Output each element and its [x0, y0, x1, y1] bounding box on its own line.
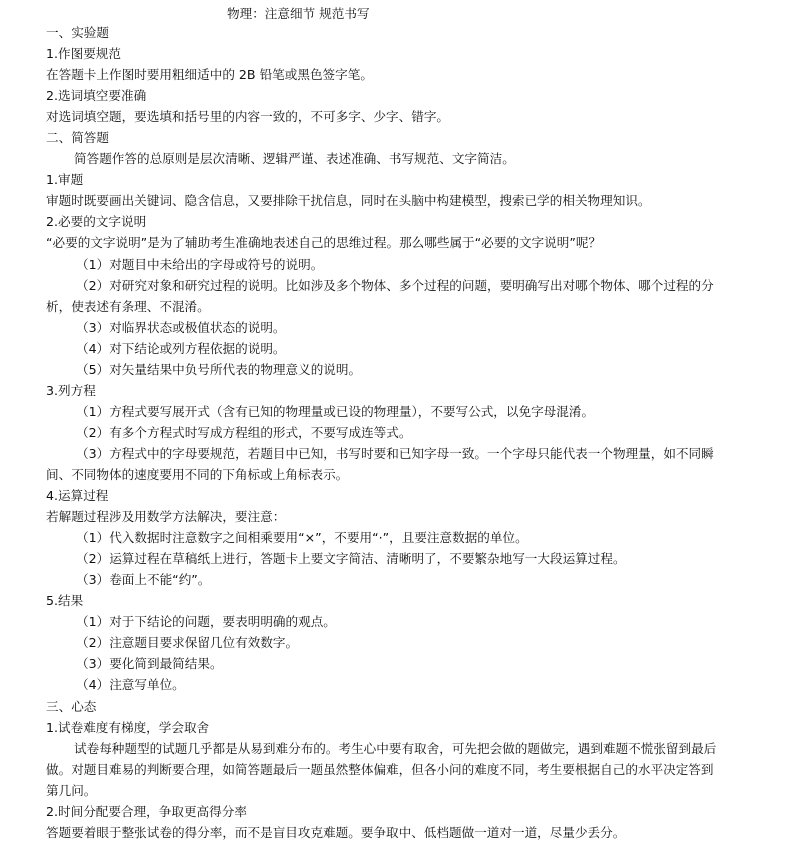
subheading-equations: 3.列方程 [46, 382, 96, 398]
list-item: （4）对下结论或列方程依据的说明。 [76, 340, 286, 356]
section-heading-short-answer: 二、简答题 [46, 130, 109, 146]
list-item: （4）注意写单位。 [76, 677, 185, 693]
page-title: 物理：注意细节 规范书写 [227, 6, 370, 21]
section-heading-experiment: 一、实验题 [46, 25, 109, 40]
paragraph: 对选词填空题，要选填和括号里的内容一致的，不可多字、少字、错字。 [46, 109, 449, 125]
list-item: （2）对研究对象和研究过程的说明。比如涉及多个物体、多个过程的问题，要明确写出对哪个物体、哪个过程的分 [76, 277, 714, 293]
list-item: （3）卷面上不能“约”。 [76, 572, 211, 588]
paragraph: 审题时既要画出关键词、隐含信息，又要排除干扰信息，同时在头脑中构建模型，搜索已学的相关物理知识。 [46, 193, 651, 209]
list-item: （2）注意题目要求保留几位有效数字。 [76, 635, 299, 651]
paragraph-continued: 做。对题目难易的判断要合理，如简答题最后一题虽然整体偏难，但各小问的难度不同，考生要根据自己的水平决定答到 [46, 761, 714, 777]
list-item: （5）对矢量结果中负号所代表的物理意义的说明。 [76, 361, 362, 377]
list-item: （1）对题目中未给出的字母或符号的说明。 [76, 256, 324, 272]
paragraph: 若解题过程涉及用数学方法解决，要注意： [46, 509, 286, 525]
paragraph: 简答题作答的总原则是层次清晰、逻辑严谨、表述准确、书写规范、文字简洁。 [74, 151, 515, 167]
list-item-continued: 析，使表述有条理、不混淆。 [46, 298, 210, 314]
list-item: （3）对临界状态或极值状态的说明。 [76, 319, 286, 335]
document-body [46, 22, 790, 843]
section-heading-mindset: 三、心态 [46, 698, 97, 714]
list-item: （3）方程式中的字母要规范，若题目中已知，书写时要和已知字母一致。一个字母只能代表一个物理量，如不同瞬 [76, 445, 714, 461]
list-item: （2）运算过程在草稿纸上进行，答题卡上要文字简洁、清晰明了，不要繁杂地写一大段运算过程。 [76, 551, 626, 567]
paragraph: “必要的文字说明”是为了辅助考生准确地表述自己的思维过程。那么哪些属于“必要的文字说明”呢？ [46, 235, 602, 251]
list-item: （1）方程式要写展开式（含有已知的物理量或已设的物理量），不要写公式，以免字母混淆。 [76, 403, 595, 419]
subheading-fill-blank: 2.选词填空要准确 [46, 88, 147, 104]
list-item: （2）有多个方程式时写成方程组的形式，不要写成连等式。 [76, 424, 412, 440]
list-item-continued: 间、不同物体的速度要用不同的下角标或上角标表示。 [46, 466, 349, 482]
subheading-drawing: 1.作图要规范 [46, 46, 121, 62]
subheading-text-explanation: 2.必要的文字说明 [46, 214, 147, 230]
subheading-time: 2.时间分配要合理，争取更高得分率 [46, 803, 247, 819]
list-item: （1）对于下结论的问题，要表明明确的观点。 [76, 614, 336, 630]
paragraph: 答题要着眼于整张试卷的得分率，而不是盲目攻克难题。要争取中、低档题做一道对一道，尽量少丢分。 [46, 824, 626, 840]
list-item: （1）代入数据时注意数字之间相乘要用“×”，不要用“·”，且要注意数据的单位。 [76, 530, 528, 546]
subheading-result: 5.结果 [46, 593, 84, 609]
list-item: （3）要化简到最简结果。 [76, 656, 223, 672]
subheading-read-question: 1.审题 [46, 172, 84, 188]
subheading-calculation: 4.运算过程 [46, 488, 109, 504]
paragraph: 在答题卡上作图时要用粗细适中的 2B 铅笔或黑色签字笔。 [46, 67, 373, 83]
subheading-difficulty: 1.试卷难度有梯度，学会取舍 [46, 719, 210, 735]
paragraph: 试卷每种题型的试题几乎都是从易到难分布的。考生心中要有取舍，可先把会做的题做完，遇到难题不慌张留到最后 [74, 740, 717, 756]
paragraph-continued: 第几问。 [46, 782, 97, 798]
